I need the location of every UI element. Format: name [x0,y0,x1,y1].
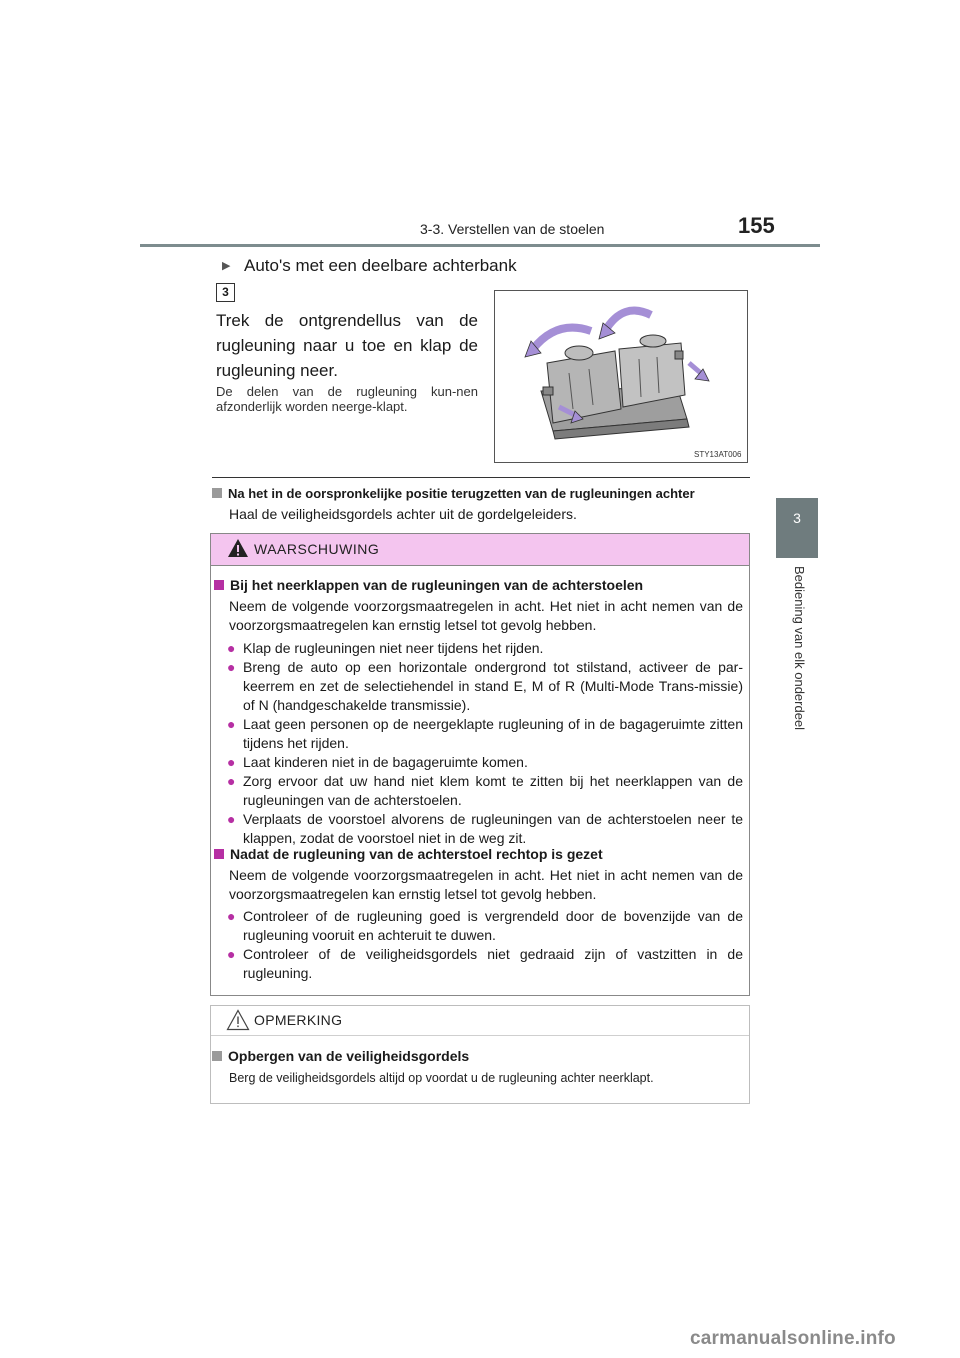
warning-bullet-text: Zorg ervoor dat uw hand niet klem komt te zitten bij het neerklappen van de rugleuningen van de achterstoelen. [243,773,743,808]
step-number-box: 3 [216,283,235,302]
warning-label: WAARSCHUWING [254,541,380,557]
warning-bullet-text: Klap de rugleuningen niet neer tijdens het rijden. [243,640,544,656]
note-body: Haal de veiligheidsgordels achter uit de gordelgeleiders. [229,506,577,522]
bullet-icon: ● [227,946,236,962]
section-divider [212,477,750,478]
warning-bullet [227,772,743,810]
warning-bullet-text: Verplaats de voorstoel alvorens de rugleuningen van de achterstoelen neer te klappen, zodat de voorstoel niet in de weg zit. [243,811,743,846]
warning-bullet-text: Breng de auto op een horizontale ondergrond tot stilstand, activeer de par-keerrem en zet de selectiehendel in stand E, M of R (Multi-Mode Trans-missie) of N (handgeschakelde transmissie). [243,659,743,713]
variant-heading [222,256,517,276]
square-bullet-icon [214,849,224,859]
note-box-body: Berg de veiligheidsgordels altijd op voordat u de rugleuning achter neerklapt. [229,1071,654,1085]
triangle-right-icon: ▶ [222,260,231,272]
header-divider [140,244,820,247]
warning-bullet-text: Controleer of de rugleuning goed is vergrendeld door de bovenzijde van de rugleuning vooruit en achteruit te duwen. [243,908,743,943]
note-heading [212,486,695,501]
square-bullet-icon [212,1051,222,1061]
bullet-icon: ● [227,659,236,675]
warning-section-heading [214,577,643,593]
bullet-icon: ● [227,773,236,789]
warning-intro: Neem de volgende voorzorgsmaatregelen in acht. Het niet in acht nemen van de voorzorgsmaatregelen kan ernstig letsel tot gevolg hebben. [229,867,743,902]
warning-bullet [227,753,743,772]
warning-bullet [227,639,743,658]
section-title: 3-3. Verstellen van de stoelen [420,221,605,237]
warning-section-title: Bij het neerklappen van de rugleuningen van de achterstoelen [230,577,644,593]
warning-bullet-text: Laat geen personen op de neergeklapte rugleuning of in de bagageruimte zitten tijdens het rijden. [243,716,743,751]
warning-triangle-icon [227,538,249,563]
chapter-tab-number: 3 [793,510,801,526]
warning-bullet [227,945,743,983]
warning-section-heading [214,846,603,862]
watermark: carmanualsonline.info [690,1328,896,1349]
warning-bullet [227,658,743,715]
warning-bullet [227,810,743,848]
folding-seat-drawing [495,291,747,462]
seat-illustration [494,290,748,463]
note-box-heading [212,1048,469,1064]
variant-heading-text: Auto's met een deelbare achterbank [244,256,517,275]
bullet-icon: ● [227,754,236,770]
warning-bullet [227,907,743,945]
note-label: OPMERKING [254,1012,343,1028]
warning-bullet-text: Laat kinderen niet in de bagageruimte komen. [243,754,528,770]
chapter-tab [776,498,818,558]
warning-bullet-text: Controleer of de veiligheidsgordels niet gedraaid zijn of vastzitten in de rugleuning. [243,946,743,981]
chapter-tab-label: Bediening van elk onderdeel [792,566,807,731]
square-bullet-icon [214,580,224,590]
figure-code: STY13AT006 [694,450,742,459]
step-note: De delen van de rugleuning kun-nen afzonderlijk worden neerge-klapt. [216,384,478,414]
bullet-icon: ● [227,716,236,732]
square-bullet-icon [212,488,222,498]
bullet-icon: ● [227,811,236,827]
note-heading-text: Na het in de oorspronkelijke positie terugzetten van de rugleuningen achter [228,486,695,501]
warning-section-title: Nadat de rugleuning van de achterstoel rechtop is gezet [230,846,603,862]
caution-triangle-icon [226,1009,250,1036]
bullet-icon: ● [227,908,236,924]
page-number: 155 [738,213,775,238]
bullet-icon: ● [227,640,236,656]
warning-bullet [227,715,743,753]
note-box-title: Opbergen van de veiligheidsgordels [228,1048,470,1064]
note-header-divider [211,1035,749,1036]
warning-intro: Neem de volgende voorzorgsmaatregelen in acht. Het niet in acht nemen van de voorzorgsmaatregelen kan ernstig letsel tot gevolg hebben. [229,598,743,633]
step-instruction: Trek de ontgrendellus van de rugleuning naar u toe en klap de rugleuning neer. [216,311,478,380]
